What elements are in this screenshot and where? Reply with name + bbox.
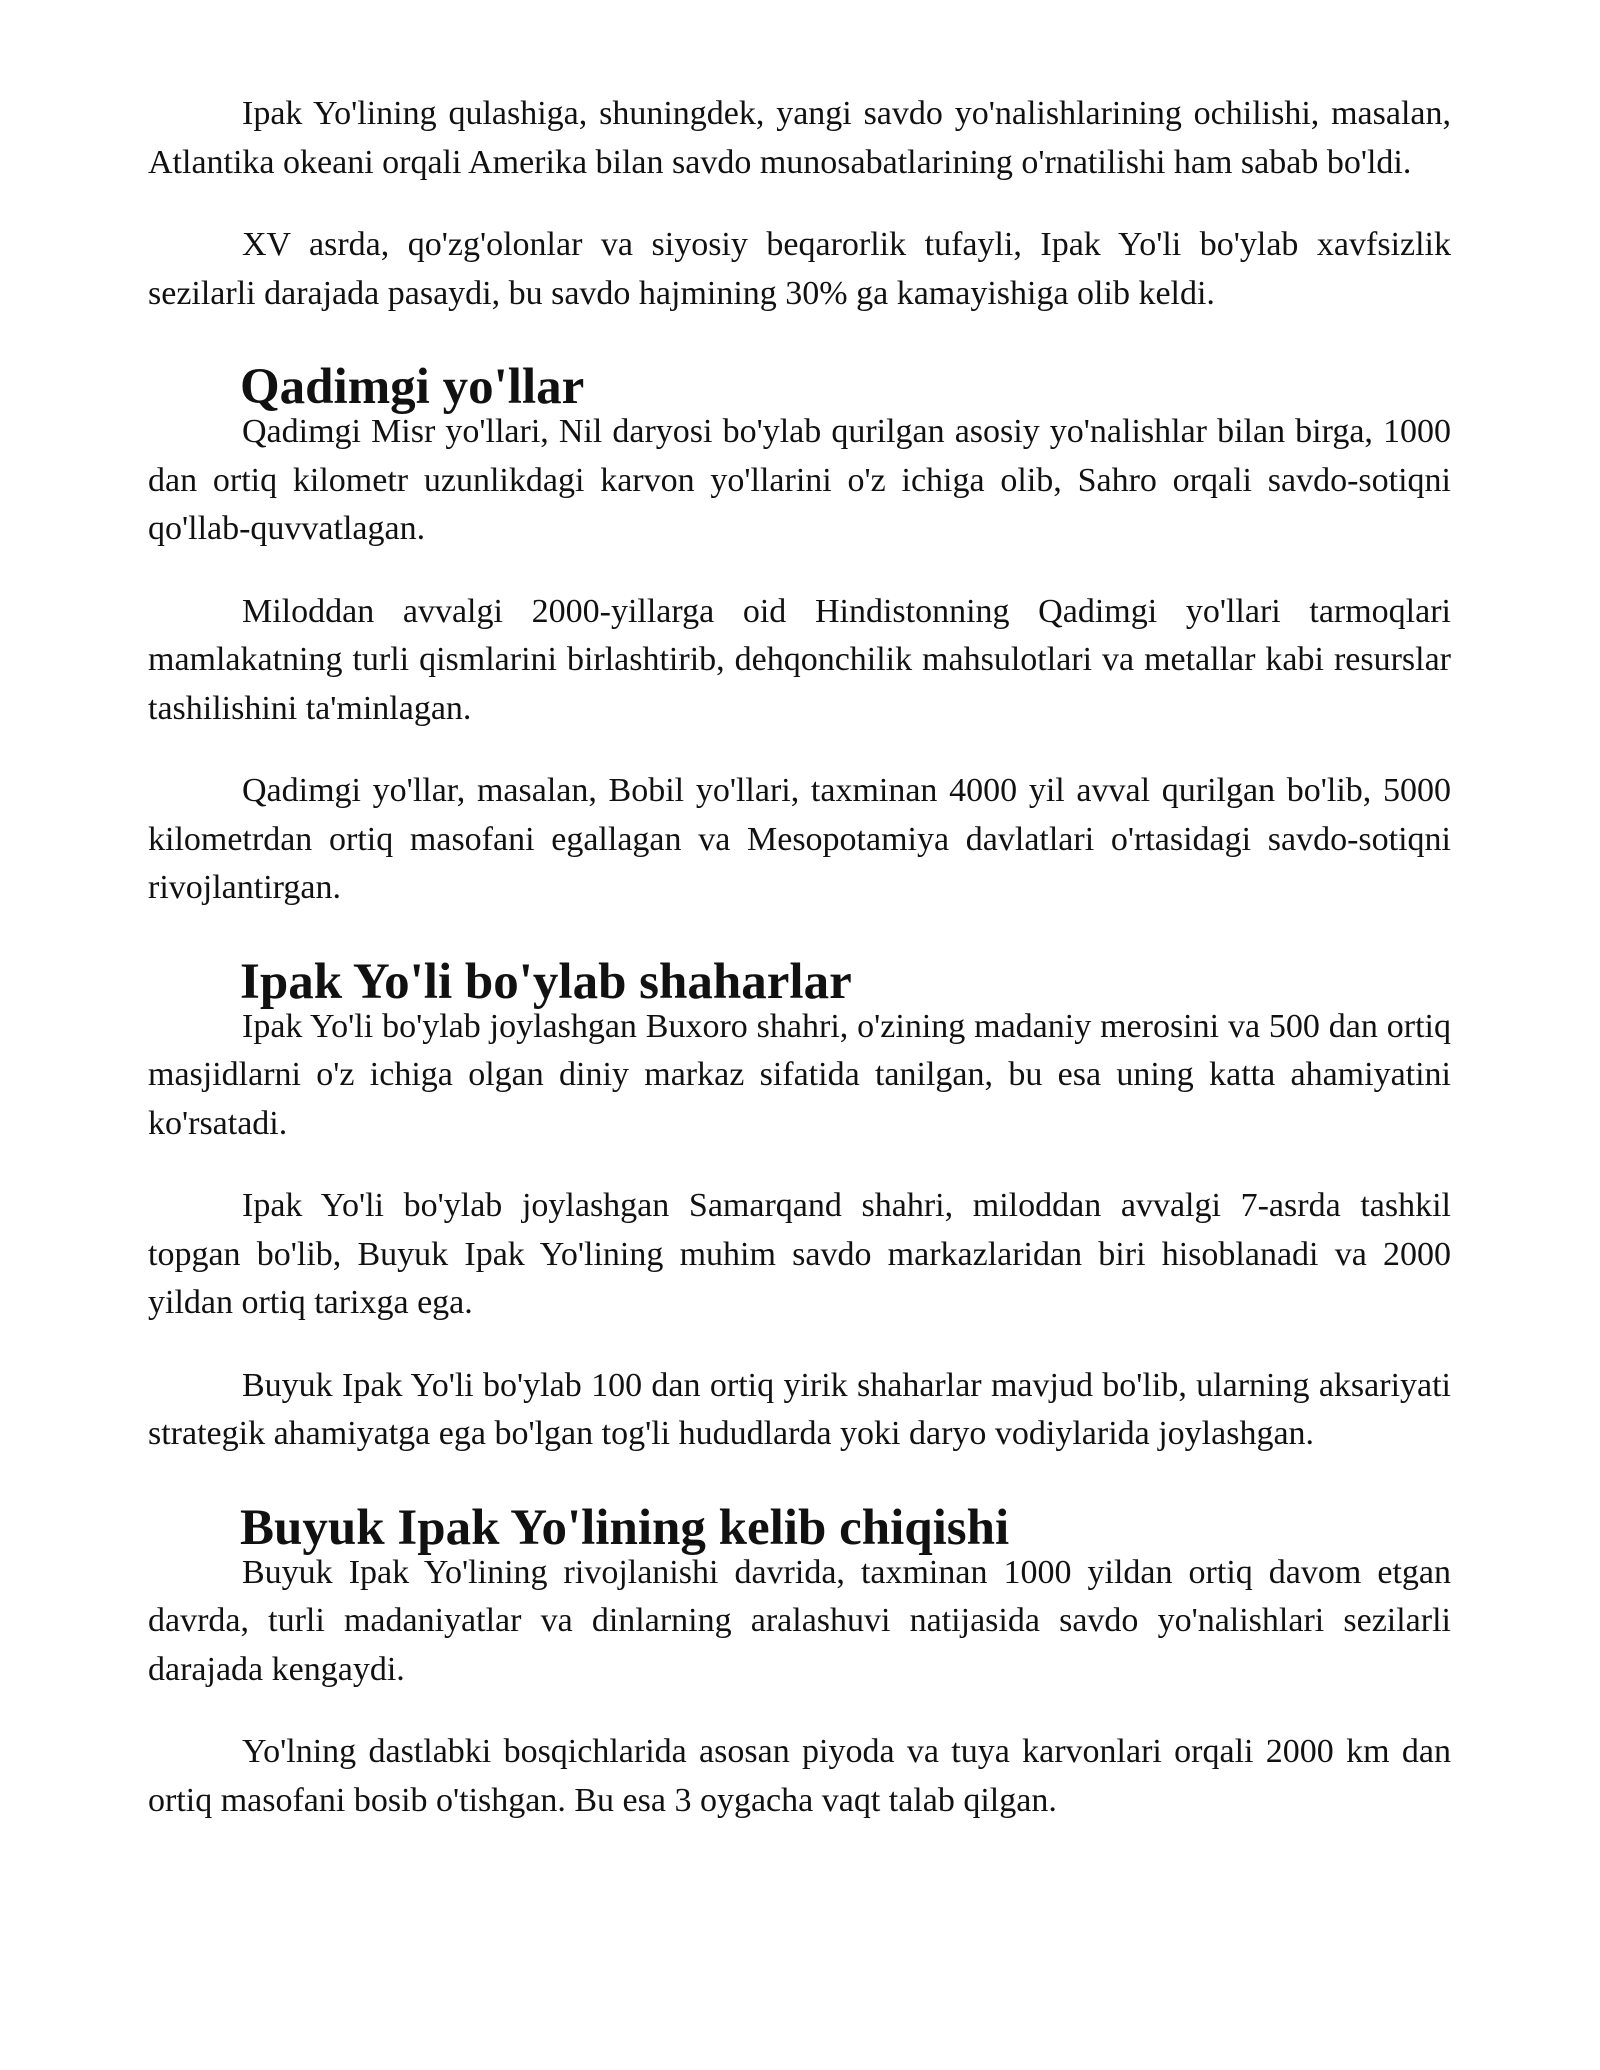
section-paragraph: Qadimgi Misr yo'llari, Nil daryosi bo'ylab qurilgan asosiy yo'nalishlar bilan birga, 1000 dan ortiq kilometr uzunlikdagi karvon yo'llarini o'z ichiga olib, Sahro orqali savdo-sotiqni qo'llab-quvvatlagan. [148,413,1451,547]
section-heading: Qadimgi yo'llar [240,359,585,415]
section-cities [148,947,1451,1459]
intro-paragraph-1: Ipak Yo'lining qulashiga, shuningdek, yangi savdo yo'nalishlarining ochilishi, masalan, Atlantika okeani orqali Amerika bilan savdo munosabatlarining o'rnatilishi ham sabab bo'ldi. [148,95,1451,181]
section-paragraph: Qadimgi yo'llar, masalan, Bobil yo'llari, taxminan 4000 yil avval qurilgan bo'lib, 5000 kilometrdan ortiq masofani egallagan va Mesopotamiya davlatlari o'rtasidagi savdo-sotiqni rivojlantirgan. [148,772,1451,906]
section-ancient-roads [148,352,1451,913]
section-paragraph: Ipak Yo'li bo'ylab joylashgan Samarqand shahri, miloddan avvalgi 7-asrda tashkil topgan bo'lib, Buyuk Ipak Yo'lining muhim savdo markazlaridan biri hisoblanadi va 2000 yildan ortiq tarixga ega. [148,1187,1451,1321]
section-heading: Ipak Yo'li bo'ylab shaharlar [240,953,852,1010]
intro-paragraph-2: XV asrda, qo'zg'olonlar va siyosiy beqarorlik tufayli, Ipak Yo'li bo'ylab xavfsizlik sezilarli darajada pasaydi, bu savdo hajmining 30% ga kamayishiga olib keldi. [148,226,1451,312]
section-heading: Buyuk Ipak Yo'lining kelib chiqishi [240,1499,1010,1556]
section-paragraph: Yo'lning dastlabki bosqichlarida asosan piyoda va tuya karvonlari orqali 2000 km dan ortiq masofani bosib o'tishgan. Bu esa 3 oygacha vaqt talab qilgan. [148,1733,1451,1819]
section-origin [148,1493,1451,1826]
section-paragraph: Buyuk Ipak Yo'li bo'ylab 100 dan ortiq yirik shaharlar mavjud bo'lib, ularning aksariyati strategik ahamiyatga ega bo'lgan tog'li hududlarda yoki daryo vodiylarida joylashgan. [148,1366,1451,1452]
section-paragraph: Miloddan avvalgi 2000-yillarga oid Hindistonning Qadimgi yo'llari tarmoqlari mamlakatning turli qismlarini birlashtirib, dehqonchilik mahsulotlari va metallar kabi resurslar tashilishini ta'minlagan. [148,592,1451,727]
section-paragraph: Buyuk Ipak Yo'lining rivojlanishi davrida, taxminan 1000 yildan ortiq davom etgan davrda, turli madaniyatlar va dinlarning aralashuvi natijasida savdo yo'nalishlari sezilarli darajada kengaydi. [148,1553,1451,1688]
section-paragraph: Ipak Yo'li bo'ylab joylashgan Buxoro shahri, o'zining madaniy merosini va 500 dan ortiq masjidlarni o'z ichiga olgan diniy markaz sifatida tanilgan, bu esa uning katta ahamiyatini ko'rsatadi. [148,1007,1451,1142]
document-page [148,90,1451,1859]
